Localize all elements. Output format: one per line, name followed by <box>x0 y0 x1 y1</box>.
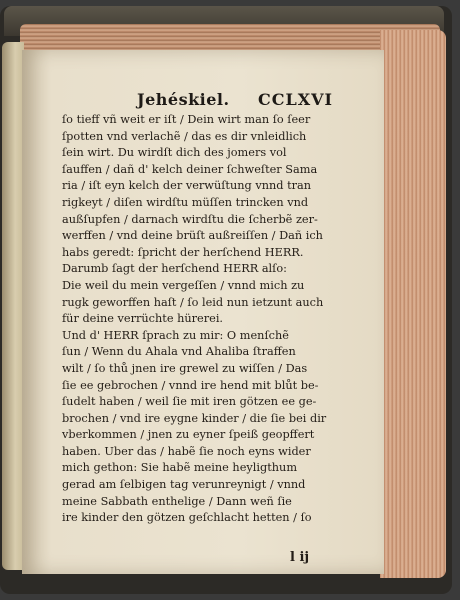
text-line: wilt / ſo thů jnen ire grewel zu wiſſen / Das <box>62 361 308 375</box>
text-line: Die weil du mein vergeſſen / vnnd mich zu <box>62 278 305 292</box>
left-page-edges <box>2 42 24 570</box>
text-line: rigkeyt / diſen wirdſtu müſſen trincken vnd <box>62 195 309 209</box>
text-line: ſudelt haben / weil ſie mit iren götzen ee ge- <box>62 395 317 409</box>
running-title: Jehéskiel. <box>137 90 230 109</box>
text-line: vberkommen / jnen zu eyner ſpeiß geopffert <box>62 428 315 442</box>
book-page <box>22 50 384 574</box>
text-line: rugk geworffen haſt / ſo leid nun ietzunt auch <box>62 295 324 309</box>
text-line: ſie ee gebrochen / vnnd ire hend mit blůt be- <box>62 378 319 392</box>
text-line: haben. Uber das / habẽ ſie noch eyns wider <box>62 444 311 458</box>
text-line: habs geredt: ſpricht der herſchend HERR. <box>62 245 304 259</box>
text-line: außſupfen / darnach wirdſtu die ſcherbẽ zer- <box>62 212 318 226</box>
top-page-edges <box>20 24 440 52</box>
text-line: Darumb ſagt der herſchend HERR alſo: <box>62 262 287 276</box>
text-line: ſpotten vnd verlachẽ / das es dir vnleidlich <box>62 129 307 143</box>
text-line: ire kinder den götzen geſchlacht hetten / ſo <box>62 511 312 525</box>
signature-mark: l ij <box>290 550 310 565</box>
text-line: für deine verrüchte hürerei. <box>62 312 224 326</box>
text-line: werffen / vnd deine brüſt außreiſſen / Dañ ich <box>62 229 323 243</box>
text-line: meine Sabbath enthelige / Dann weñ ſie <box>62 494 292 508</box>
text-line: ſauffen / dañ d' kelch deiner ſchweſter Sama <box>62 162 318 176</box>
text-line: ria / iſt eyn kelch der verwüſtung vnnd tran <box>62 179 312 193</box>
body-text <box>62 112 367 527</box>
text-line: ſun / Wenn du Ahala vnd Ahaliba ſtraffen <box>62 345 296 359</box>
right-page-edges <box>380 30 446 578</box>
text-line: mich gethon: Sie habẽ meine heyligthum <box>62 461 298 475</box>
text-line: gerad am ſelbigen tag verunreynigt / vnnd <box>62 478 306 492</box>
text-line: Und d' HERR ſprach zu mir: O menſchẽ <box>62 328 289 342</box>
text-line: brochen / vnd ire eygne kinder / die ſie bei dir <box>62 411 327 425</box>
page-header <box>62 90 362 114</box>
folio-number: CCLXVI <box>258 90 334 109</box>
text-line: ſo tieff vñ weit er iſt / Dein wirt man ſo ſeer <box>62 113 311 126</box>
text-line: ſein wirt. Du wirdſt dich des jomers vol <box>62 146 287 160</box>
